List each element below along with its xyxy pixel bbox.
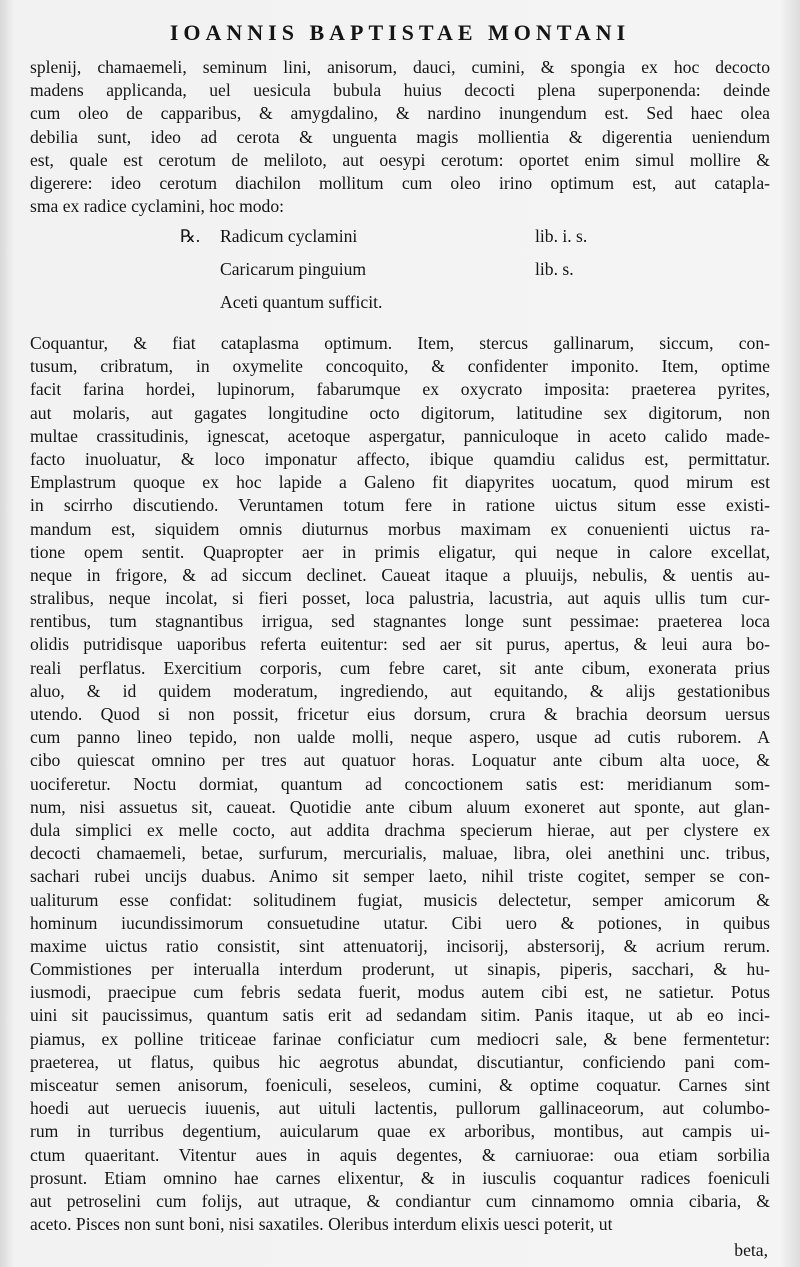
text-line: aut petroselini cum folijs, aut utraque, & condiantur cum cinnamomo omnia cibaria, & xyxy=(30,1190,770,1211)
text-line: tusum, cribratum, in oxymelite concoquito, & confidenter imponito. Item, optime xyxy=(30,356,770,377)
text-line: maxime uictus ratio consistit, sint attenuatorij, incisorij, abstersorij, & acrium rerum. xyxy=(30,935,770,956)
text-line: sma ex radice cyclamini, hoc modo: xyxy=(30,196,285,217)
text-line: aceto. Pisces non sunt boni, nisi saxatiles. Oleribus interdum elixis uesci poterit, ut xyxy=(30,1214,613,1235)
text-line: Commistiones per interualla interdum proderunt, ut sinapis, piperis, sacchari, & hu- xyxy=(30,959,770,980)
text-line: uociferetur. Noctu dormiat, quantum ad concoctionem satis est: meridianum som- xyxy=(30,773,770,794)
text-line: debilia sunt, ideo ad cerota & unguenta magis mollientia & digerentia ueniendum xyxy=(30,126,770,147)
text-line: iusmodi, praecipue cum febris sedata fuerit, modus autem cibi est, ne satietur. Potus xyxy=(30,982,770,1003)
recipe-ingredient: Radicum cyclamini xyxy=(220,226,358,246)
text-line: Coquantur, & fiat cataplasma optimum. Item, stercus gallinarum, siccum, con- xyxy=(30,333,770,353)
text-line: ualiturum esse confidat: solitudinem fugiat, musicis delectetur, semper amicorum & xyxy=(30,889,770,910)
text-line: splenij, chamaemeli, seminum lini, anisorum, dauci, cumini, & spongia ex hoc decocto xyxy=(30,57,770,77)
text-line: ctum quaeritant. Vitentur aues in aquis degentes, & carniuorae: oua etiam sorbilia xyxy=(30,1144,770,1165)
text-line: est, quale est cerotum de meliloto, aut oesypi cerotum: oportet enim simul mollire & xyxy=(30,149,770,170)
text-line: in scirrho discutiendo. Veruntamen totum fere in ratione uictus situm esse existi- xyxy=(30,495,770,516)
text-line: facto inuoluatur, & loco imponatur affecto, ibique quamdiu calidus est, permittatur. xyxy=(30,448,770,469)
text-line: cum panno lineo tepido, non ualde molli, neque aspero, usque ad cutis ruborem. A xyxy=(30,727,770,748)
text-block-main xyxy=(30,332,770,1236)
text-line: neque in frigore, & ad siccum declinet. Caueat itaque a pluuijs, nebulis, & uentis au- xyxy=(30,564,770,585)
text-line: mandum est, siquidem omnis diuturnus morbus maximam ex conuenienti uictus ra- xyxy=(30,518,770,539)
text-line: sachari rubei uncijs duabus. Animo sit semper laeto, nihil triste cogitet, semper se con- xyxy=(30,866,770,887)
recipe-dose: lib. s. xyxy=(535,259,574,279)
text-line: misceatur semen anisorum, foeniculi, seseleos, cumini, & optime coquatur. Carnes sint xyxy=(30,1075,770,1095)
text-line: digerere: ideo cerotum diachilon mollitum cum oleo irino optimum est, aut catapla- xyxy=(30,172,770,193)
running-title: IOANNIS BAPTISTAE MONTANI xyxy=(169,20,631,45)
recipe-dose: lib. i. s. xyxy=(535,226,588,246)
catchword: beta, xyxy=(734,1240,768,1260)
recipe-ingredient: Caricarum pinguium xyxy=(220,259,367,279)
recipe-ingredient: Aceti quantum sufficit. xyxy=(220,292,383,312)
text-line: dula simplici ex melle cocto, aut addita drachma specierum hierae, aut per clystere ex xyxy=(30,819,770,840)
text-line: Emplastrum quoque ex hoc lapide a Galeno fit diapyrites uocatum, quod mirum est xyxy=(30,472,770,493)
text-line: olidis putridisque uaporibus referta euitentur: sed aer sit purus, apertus, & leui aura bo- xyxy=(30,634,770,655)
text-line: uini sit paucissimus, quantum satis erit ad sedandam sitim. Panis itaque, ut ab eo inci- xyxy=(30,1005,770,1026)
text-line: madens applicanda, uel uesicula bubula huius decocti plena superponenda: deinde xyxy=(30,80,770,101)
text-line: rum in turribus degentium, auicularum quae ex arboribus, montibus, aut campis ui- xyxy=(30,1121,770,1142)
text-line: cum oleo de capparibus, & amygdalino, & nardino inungendum est. Sed haec olea xyxy=(30,103,770,124)
text-line: num, nisi assuetus sit, caueat. Quotidie ante cibum aluum exoneret aut sponte, aut glan- xyxy=(30,796,770,817)
text-line: utendo. Quod si non possit, fricetur eius dorsum, crura & brachia deorsum uersus xyxy=(30,704,770,724)
text-line: praeterea, ut flatus, quibus hic aegrotus abundat, discutiantur, conficiendo pani com- xyxy=(30,1051,770,1072)
text-line: rentibus, tum stagnantibus irrigua, sed stagnantes longe sunt pessimae: praeterea loca xyxy=(30,611,770,632)
text-line: hoedi aut ueruecis iuuenis, aut uituli lactentis, pullorum gallinaceorum, aut columbo- xyxy=(30,1098,770,1119)
text-line: hominum iucundissimorum consuetudine utatur. Cibi uero & potiones, in quibus xyxy=(30,912,770,933)
text-line: reali perflatus. Exercitium corporis, cum febre caret, sit ante cibum, exonerata prius xyxy=(30,657,770,678)
text-line: multae crassitudinis, ignescat, acetoque aspergatur, panniculoque in aceto calido made- xyxy=(30,425,770,446)
text-line: tione opem sentit. Quapropter aer in primis eligatur, qui neque in calore excellat, xyxy=(30,541,770,562)
text-line: stralibus, neque incolat, si fieri posset, loca palustria, lacustria, aut aquis ullis tum cur- xyxy=(30,588,770,609)
text-line: facit farina hordei, lupinorum, fabarumque ex oxycrato imposita: praeterea pyrites, xyxy=(30,379,770,400)
text-block-top xyxy=(30,56,770,218)
text-line: piamus, ex polline triticeae farinae conficiatur cum mediocri sale, & bene fermentetur: xyxy=(30,1028,770,1049)
text-line: decocti chamaemeli, betae, surfurum, mercurialis, maluae, libra, olei anethini unc. tribus, xyxy=(30,843,770,864)
text-line: cibo quiescat omnino per tres aut quatuor horas. Loquatur ante cibum alta uoce, & xyxy=(30,750,770,771)
text-line: aluo, & id quidem moderatum, ingrediendo, aut equitando, & alijs gestationibus xyxy=(30,680,770,701)
text-line: aut molaris, aut gagates longitudine octo digitorum, latitudine sex digitorum, non xyxy=(30,402,770,423)
text-line: prosunt. Etiam omnino hae carnes elixentur, & in iusculis coquantur radices foeniculi xyxy=(30,1167,770,1188)
recipe-symbol: ℞. xyxy=(180,226,201,246)
